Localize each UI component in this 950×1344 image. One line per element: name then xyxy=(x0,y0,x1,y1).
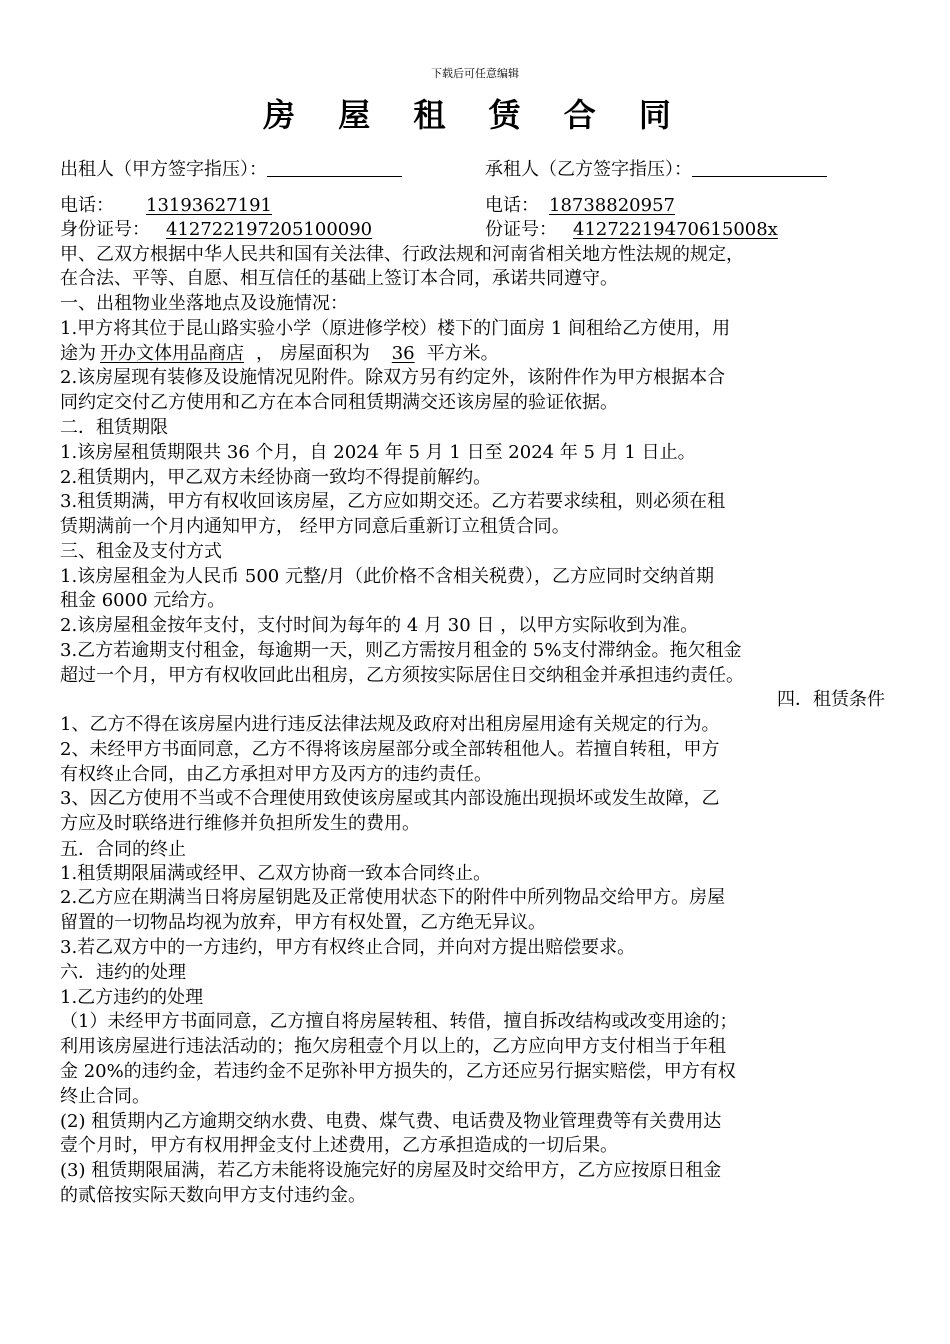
clause-line: (3) 租赁期限届满，若乙方未能将设施完好的房屋及时交给甲方，乙方应按原日租金 xyxy=(60,1160,722,1181)
clause-line: 有权终止合同，由乙方承担对甲方及丙方的违约责任。 xyxy=(60,764,492,785)
lessee-phone-row xyxy=(485,194,703,218)
clause-line: 2、未经甲方书面同意，乙方不得将该房屋部分或全部转租他人。若擅自转租，甲方 xyxy=(60,739,720,760)
clause-line: 的贰倍按实际天数向甲方支付违约金。 xyxy=(60,1185,366,1206)
page-title: 房 屋 租 赁 合 同 xyxy=(263,96,687,134)
clause-line: 赁期满前一个月内通知甲方， 经甲方同意后重新订立租赁合同。 xyxy=(60,516,570,537)
clause-line: 同约定交付乙方使用和乙方在本合同租赁期满交还该房屋的验证依据。 xyxy=(60,392,618,413)
header-note: 下载后可任意编辑 xyxy=(431,67,519,80)
clause-line: 1.租赁期限届满或经甲、乙双方协商一致本合同终止。 xyxy=(60,863,492,884)
clause-line: 壹个月时，甲方有权用押金支付上述费用，乙方承担造成的一切后果。 xyxy=(60,1135,618,1156)
clause-line: 终止合同。 xyxy=(60,1086,150,1107)
clause-line: 1.甲方将其位于昆山路实验小学（原进修学校）楼下的门面房 1 间租给乙方使用，用 xyxy=(60,318,731,339)
phone-label: 电话： xyxy=(60,195,114,216)
clause-line: 3.租赁期满，甲方有权收回该房屋，乙方应如期交还。乙方若要求续租，则必须在租 xyxy=(60,491,726,512)
clause-line: 利用该房屋进行违法活动的；拖欠房租壹个月以上的，乙方应向甲方支付相当于年租 xyxy=(60,1036,726,1057)
clause-line: (2) 租赁期内乙方逾期交纳水费、电费、煤气费、电话费及物业管理费等有关费用达 xyxy=(60,1111,722,1132)
clause-text: 平方米。 xyxy=(426,343,499,364)
lessor-label: 出租人（甲方签字指压）： xyxy=(60,159,267,180)
lessor-signature-blank xyxy=(267,158,402,177)
clause-line: 留置的一切物品均视为放弃，甲方有权处置，乙方绝无异议。 xyxy=(60,912,546,933)
clause-line: 3.乙方若逾期支付租金，每逾期一天，则乙方需按月租金的 5%支付滞纳金。拖欠租金 xyxy=(60,640,742,661)
clause-line: 1.该房屋租金为人民币 500 元整/月（此价格不含相关税费），乙方应同时交纳首期 xyxy=(60,566,715,587)
lessee-id: 41272219470615008x xyxy=(573,219,778,240)
clause-line: 金 20%的违约金，若违约金不足弥补甲方损失的，乙方还应另行据实赔偿，甲方有权 xyxy=(60,1061,736,1082)
clause-line: 1、乙方不得在该房屋内进行违反法律法规及政府对出租房屋用途有关规定的行为。 xyxy=(60,714,720,735)
lessee-id-row xyxy=(485,218,788,242)
lessor-phone: 13193627191 xyxy=(146,195,272,216)
section-heading: 一、出租物业坐落地点及设施情况： xyxy=(60,293,348,314)
clause-line: 2.租赁期内，甲乙双方未经协商一致均不得提前解约。 xyxy=(60,467,492,488)
area-value: 36 xyxy=(391,343,415,364)
intro-line: 甲、乙双方根据中华人民共和国有关法律、行政法规和河南省相关地方性法规的规定， xyxy=(60,244,744,265)
section-heading: 五．合同的终止 xyxy=(60,839,186,860)
lessor-id: 412722197205100090 xyxy=(166,219,373,240)
clause-line: 1.该房屋租赁期限共 36 个月，自 2024 年 5 月 1 日至 2024 年 5 月 1 日止。 xyxy=(60,442,696,463)
section-heading: 三、租金及支付方式 xyxy=(60,541,222,562)
usage-value: 开办文体用品商店 xyxy=(100,343,244,364)
id-label: 份证号： xyxy=(485,219,557,240)
phone-label: 电话： xyxy=(485,195,539,216)
clause-line: 3、因乙方使用不当或不合理使用致使该房屋或其内部设施出现损坏或发生故障，乙 xyxy=(60,788,720,809)
id-label: 身份证号： xyxy=(60,219,150,240)
intro-line: 在合法、平等、自愿、相互信任的基础上签订本合同，承诺共同遵守。 xyxy=(60,268,618,289)
section-heading: 四．租赁条件 xyxy=(777,689,885,710)
lessee-signature-blank xyxy=(692,158,827,177)
clause-line: 租金 6000 元给方。 xyxy=(60,590,226,611)
clause-line: 1.乙方违约的处理 xyxy=(60,987,204,1008)
lessor-phone-row xyxy=(60,194,895,218)
clause-line: 3.若乙双方中的一方违约，甲方有权终止合同，并向对方提出赔偿要求。 xyxy=(60,937,636,958)
clause-line xyxy=(60,342,895,366)
lessee-signature-row xyxy=(485,158,827,182)
clause-line: 2.该房屋租金按年支付，支付时间为每年的 4 月 30 日 ，以甲方实际收到为准。 xyxy=(60,615,699,636)
lessee-label: 承租人（乙方签字指压）： xyxy=(485,159,692,180)
clause-line: （1）未经甲方书面同意，乙方擅自将房屋转租、转借，擅自拆改结构或改变用途的； xyxy=(60,1011,738,1032)
clause-text: 途为 xyxy=(60,343,96,364)
clause-line: 超过一个月，甲方有权收回此出租房，乙方须按实际居住日交纳租金并承担违约责任。 xyxy=(60,665,744,686)
lessee-phone: 18738820957 xyxy=(549,195,675,216)
section-heading: 六．违约的处理 xyxy=(60,962,186,983)
clause-text: ， 房屋面积为 xyxy=(256,343,370,364)
clause-line: 方应及时联络进行维修并负担所发生的费用。 xyxy=(60,813,420,834)
clause-line: 2.该房屋现有装修及设施情况见附件。除双方另有约定外，该附件作为甲方根据本合 xyxy=(60,367,726,388)
section-heading: 二．租赁期限 xyxy=(60,417,168,438)
clause-line: 2.乙方应在期满当日将房屋钥匙及正常使用状态下的附件中所列物品交给甲方。房屋 xyxy=(60,887,726,908)
